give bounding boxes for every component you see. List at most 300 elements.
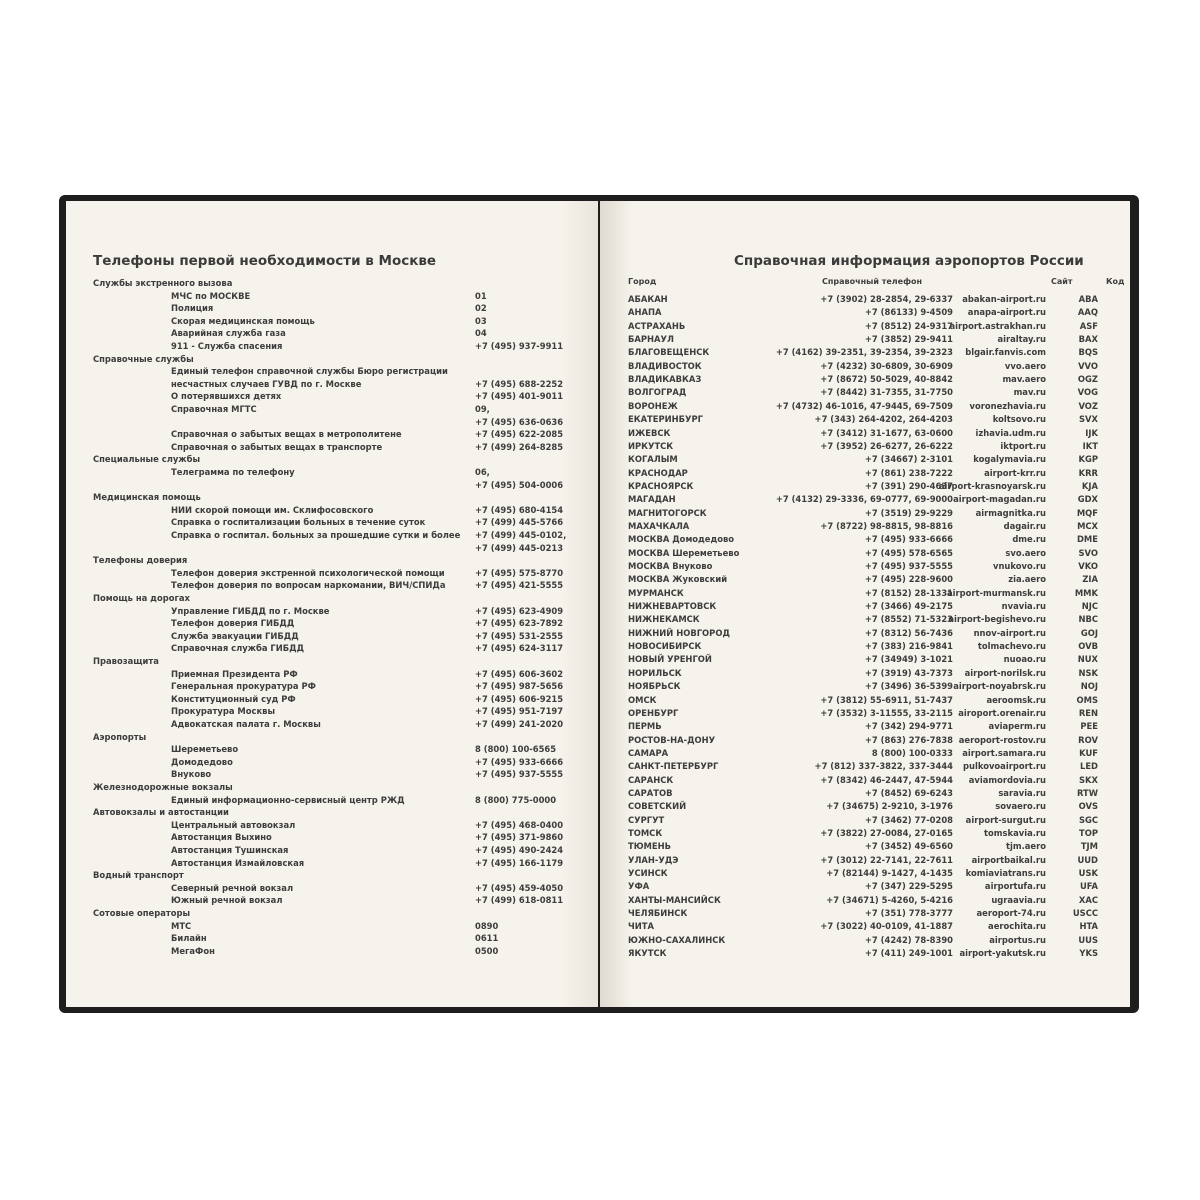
- header-code: Код: [1106, 277, 1125, 286]
- airport-row: [628, 707, 1098, 720]
- phone-entry: [93, 504, 573, 517]
- phone-entry: [93, 857, 573, 870]
- phone-entry-label: Единый информационно-сервисный центр РЖД: [171, 794, 405, 805]
- phone-entry-number: +7 (499) 241-2020: [475, 719, 564, 729]
- airport-row: [628, 667, 1098, 680]
- phone-entry: [93, 403, 573, 416]
- phone-entry-number: +7 (495) 937-5555: [475, 769, 564, 780]
- phone-entry: [93, 630, 573, 643]
- airport-city: БАРНАУЛ: [628, 334, 674, 345]
- airport-row: [628, 360, 1098, 373]
- right-page: [600, 201, 1130, 1007]
- phone-entry: [93, 567, 573, 580]
- airport-code: IJK: [1085, 427, 1098, 438]
- phone-entry: [93, 416, 573, 429]
- phone-entry-number: +7 (495) 624-3117: [475, 643, 564, 654]
- airport-city: КРАСНОДАР: [628, 467, 688, 478]
- airport-code: VKO: [1078, 561, 1098, 571]
- phone-entry-number: +7 (495) 401-9011: [475, 391, 564, 402]
- section-heading: [93, 781, 573, 794]
- airport-code: KGP: [1078, 454, 1098, 465]
- airport-site: blgair.fanvis.com: [965, 347, 1046, 358]
- airport-phone: +7 (8672) 50-5029, 40-8842: [820, 374, 953, 385]
- phone-entry-number: +7 (499) 618-0811: [475, 895, 564, 906]
- airport-site: pulkovoairport.ru: [963, 761, 1046, 772]
- airport-city: МОСКВА Шереметьево: [628, 547, 740, 558]
- airport-phone: +7 (495) 937-5555: [864, 561, 953, 571]
- airport-site: nnov-airport.ru: [973, 627, 1046, 638]
- airport-phone: +7 (351) 778-3777: [864, 908, 953, 919]
- airport-code: SVO: [1078, 547, 1098, 558]
- airport-site: sovaero.ru: [995, 801, 1046, 812]
- airport-city: УЛАН-УДЭ: [628, 854, 679, 865]
- phone-entry: [93, 894, 573, 907]
- airport-city: РОСТОВ-НА-ДОНУ: [628, 734, 716, 745]
- phone-entry-label: Внуково: [171, 769, 212, 780]
- airport-city: САРАТОВ: [628, 787, 673, 798]
- airport-row: [628, 827, 1098, 840]
- airport-site: airaltay.ru: [997, 334, 1046, 345]
- airport-city: ИРКУТСК: [628, 440, 674, 451]
- airport-city: КРАСНОЯРСК: [628, 480, 694, 491]
- phone-entry: [93, 932, 573, 945]
- phone-entry-label: Телеграмма по телефону: [171, 467, 295, 477]
- airport-site: nuoao.ru: [1003, 654, 1046, 665]
- phone-entry: [93, 920, 573, 933]
- airport-row: [628, 920, 1098, 933]
- phone-entry-number: +7 (495) 623-4909: [475, 605, 564, 616]
- airport-city: МОСКВА Внуково: [628, 561, 713, 571]
- airport-city: КОГАЛЫМ: [628, 454, 678, 465]
- section-heading-label: Водный транспорт: [93, 870, 184, 881]
- airport-site: vvo.aero: [1004, 360, 1046, 371]
- right-page-title: Справочная информация аэропортов России: [734, 253, 1084, 269]
- phone-entry-number: +7 (495) 371-9860: [475, 832, 564, 843]
- section-heading: [93, 655, 573, 668]
- airport-code: NBC: [1078, 614, 1098, 625]
- airport-site: dagair.ru: [1003, 520, 1046, 531]
- airport-site: voronezhavia.ru: [969, 400, 1046, 411]
- airport-city: САНКТ-ПЕТЕРБУРГ: [628, 761, 719, 772]
- airport-row: [628, 840, 1098, 853]
- airport-site: vnukovo.ru: [993, 561, 1046, 571]
- airport-code: YKS: [1079, 948, 1098, 959]
- airport-code: SGC: [1078, 814, 1098, 825]
- airport-city: СОВЕТСКИЙ: [628, 801, 687, 812]
- airport-site: aerochita.ru: [988, 921, 1046, 932]
- airport-city: ЮЖНО-САХАЛИНСК: [628, 934, 726, 945]
- airport-site: izhavia.udm.ru: [975, 427, 1046, 438]
- airport-city: ОРЕНБУРГ: [628, 707, 679, 718]
- airport-city: ОМСК: [628, 694, 657, 705]
- airport-code: KRR: [1078, 467, 1098, 478]
- phone-entry-label: Справка о госпитализации больных в течение суток: [171, 517, 426, 528]
- phone-entry: [93, 340, 573, 353]
- airport-phone: +7 (3452) 49-6560: [864, 841, 953, 852]
- airport-city: ЧИТА: [628, 921, 654, 932]
- airport-code: MMK: [1074, 587, 1098, 598]
- phone-entry: [93, 668, 573, 681]
- airport-phone: +7 (391) 290-4637: [864, 480, 953, 491]
- airport-row: [628, 547, 1098, 560]
- phone-entry: [93, 479, 573, 492]
- airport-row: [628, 907, 1098, 920]
- section-heading-label: Правозащита: [93, 656, 159, 666]
- airport-code: USCC: [1072, 908, 1098, 919]
- airport-phone: +7 (8452) 69-6243: [864, 787, 953, 798]
- phone-entry-label: МТС: [171, 920, 192, 931]
- airport-site: airport-krasnoyarsk.ru: [938, 480, 1046, 491]
- section-heading: [93, 592, 573, 605]
- section-heading: [93, 806, 573, 819]
- section-heading: [93, 731, 573, 744]
- phone-entry-label: Справочная о забытых вещах в метрополитене: [171, 429, 402, 440]
- airport-phone: +7 (34671) 5-4260, 5-4216: [826, 894, 953, 905]
- airport-city: АСТРАХАНЬ: [628, 320, 686, 331]
- airport-site: tomskavia.ru: [984, 828, 1046, 838]
- phone-entry-number: +7 (495) 575-8770: [475, 567, 564, 578]
- phone-entry-label: Северный речной вокзал: [171, 882, 294, 893]
- phone-entry: [93, 315, 573, 328]
- airport-site: aviaperm.ru: [988, 721, 1046, 732]
- section-heading-label: Железнодорожные вокзалы: [93, 782, 233, 792]
- phone-entry-label: Единый телефон справочной службы Бюро регистрации: [171, 366, 448, 377]
- airport-code: TOP: [1079, 828, 1098, 838]
- airport-city: АБАКАН: [628, 294, 668, 304]
- phone-entry: [93, 693, 573, 706]
- airport-site: airport-noyabrsk.ru: [953, 681, 1046, 692]
- airport-code: UUS: [1078, 934, 1098, 945]
- airport-city: НИЖНЕВАРТОВСК: [628, 601, 717, 612]
- airport-city: ЧЕЛЯБИНСК: [628, 908, 688, 919]
- section-heading-label: Службы экстренного вызова: [93, 278, 233, 288]
- phone-entry: [93, 378, 573, 391]
- airport-row: [628, 386, 1098, 399]
- phone-entry-number: +7 (499) 445-5766: [475, 517, 564, 528]
- airport-site: airport-norilsk.ru: [964, 667, 1046, 678]
- phone-entry-number: +7 (495) 504-0006: [475, 479, 564, 490]
- airport-code: VVO: [1078, 360, 1098, 371]
- phone-entry-label: Справочная служба ГИБДД: [171, 643, 305, 654]
- airport-city: УФА: [628, 881, 650, 892]
- header-phone: Справочный телефон: [822, 277, 923, 286]
- section-heading-label: Справочные службы: [93, 353, 194, 364]
- airport-row: [628, 774, 1098, 787]
- left-page: [66, 201, 598, 1007]
- airport-city: САМАРА: [628, 747, 669, 758]
- airport-phone: +7 (383) 216-9841: [864, 641, 953, 652]
- airport-city: ВЛАДИВОСТОК: [628, 360, 702, 371]
- phone-entry-label: Конституционный суд РФ: [171, 693, 296, 704]
- phone-entry-label: Центральный автовокзал: [171, 819, 296, 830]
- airport-phone: +7 (3822) 27-0084, 27-0165: [820, 828, 953, 838]
- airport-site: tjm.aero: [1006, 841, 1046, 852]
- airport-phone: +7 (343) 264-4202, 264-4203: [814, 414, 953, 425]
- phone-entry-label: Южный речной вокзал: [171, 895, 283, 906]
- airport-phone: +7 (3012) 22-7141, 22-7611: [820, 854, 953, 865]
- airport-row: [628, 480, 1098, 493]
- airport-site: svo.aero: [1005, 547, 1046, 558]
- airport-row: [628, 533, 1098, 546]
- phone-entry-number: +7 (495) 636-0636: [475, 416, 564, 427]
- phone-entry-label: Прокуратура Москвы: [171, 706, 276, 717]
- phone-entry-label: Автостанция Тушинская: [171, 845, 289, 855]
- phone-entry-label: Телефон доверия ГИБДД: [171, 618, 295, 629]
- airport-row: [628, 627, 1098, 640]
- phone-entry-number: +7 (495) 421-5555: [475, 580, 564, 591]
- airport-row: [628, 894, 1098, 907]
- phone-entry-number: +7 (495) 622-2085: [475, 429, 564, 440]
- phone-entry-number: 8 (800) 100-6565: [475, 744, 557, 755]
- airport-site: airportbaikal.ru: [971, 854, 1046, 865]
- airport-phone: +7 (3852) 29-9411: [864, 334, 953, 345]
- airport-phone: +7 (4162) 39-2351, 39-2354, 39-2323: [775, 347, 953, 358]
- section-heading: [93, 491, 573, 504]
- phone-entry: [93, 529, 573, 542]
- phone-entry-label: Служба эвакуации ГИБДД: [171, 630, 299, 641]
- airport-city: ИЖЕВСК: [628, 427, 671, 438]
- airport-row: [628, 573, 1098, 586]
- airport-phone: +7 (342) 294-9771: [864, 721, 953, 732]
- airport-city: МУРМАНСК: [628, 587, 684, 598]
- phone-entry-number: +7 (499) 445-0102,: [475, 530, 567, 540]
- airport-code: REN: [1078, 707, 1098, 718]
- airport-phone: +7 (8442) 31-7355, 31-7750: [820, 387, 953, 398]
- airport-code: TJM: [1080, 841, 1098, 852]
- airport-phone: +7 (3919) 43-7373: [864, 667, 953, 678]
- phone-entry-number: +7 (495) 490-2424: [475, 845, 564, 855]
- airport-city: МАГАДАН: [628, 494, 676, 505]
- airport-city: ВОЛГОГРАД: [628, 387, 687, 398]
- airport-code: NJC: [1081, 601, 1098, 612]
- airport-city: СУРГУТ: [628, 814, 665, 825]
- phone-entry: [93, 466, 573, 479]
- airport-city: ТЮМЕНЬ: [628, 841, 671, 852]
- airport-row: [628, 694, 1098, 707]
- airport-city: САРАНСК: [628, 774, 674, 785]
- airport-row: [628, 560, 1098, 573]
- section-heading-label: Медицинская помощь: [93, 492, 201, 503]
- airport-city: НИЖНИЙ НОВГОРОД: [628, 627, 730, 638]
- airport-phone: +7 (4132) 29-3336, 69-0777, 69-9000: [775, 494, 953, 505]
- airport-phone: +7 (3466) 49-2175: [864, 601, 953, 612]
- phone-entry-number: +7 (495) 933-6666: [475, 756, 564, 767]
- phone-entry-label: Телефон доверия экстренной психологической помощи: [171, 567, 445, 578]
- phone-entry-number: 8 (800) 775-0000: [475, 794, 557, 805]
- airport-code: ROV: [1078, 734, 1098, 745]
- airport-code: VOZ: [1078, 400, 1098, 411]
- airport-phone: +7 (34667) 2-3101: [864, 454, 953, 465]
- airport-row: [628, 600, 1098, 613]
- airport-site: airport.samara.ru: [962, 747, 1046, 758]
- airport-row: [628, 413, 1098, 426]
- airport-site: dme.ru: [1012, 534, 1046, 545]
- phone-entry: [93, 428, 573, 441]
- airport-site: aviamordovia.ru: [968, 774, 1046, 785]
- phone-entry-number: +7 (495) 680-4154: [475, 504, 564, 515]
- airport-phone: +7 (3462) 77-0208: [864, 814, 953, 825]
- airport-city: МОСКВА Жуковский: [628, 574, 728, 585]
- phone-entry-number: +7 (495) 459-4050: [475, 882, 564, 893]
- phone-entry-number: +7 (495) 987-5656: [475, 681, 564, 692]
- section-heading: [93, 869, 573, 882]
- header-city: Город: [628, 277, 657, 286]
- airport-site: saravia.ru: [998, 787, 1046, 798]
- phone-entry-label: Скорая медицинская помощь: [171, 315, 315, 326]
- airport-row: [628, 346, 1098, 359]
- airport-row: [628, 947, 1098, 960]
- phone-entry: [93, 768, 573, 781]
- airport-code: NOJ: [1080, 681, 1098, 692]
- airport-row: [628, 373, 1098, 386]
- airport-phone: +7 (82144) 9-1427, 4-1435: [826, 868, 953, 879]
- airport-phone: +7 (861) 238-7222: [864, 467, 953, 478]
- airport-row: [628, 293, 1098, 306]
- airport-site: aeroport-74.ru: [976, 908, 1046, 919]
- phone-entry: [93, 844, 573, 857]
- airport-city: НОЯБРЬСК: [628, 681, 681, 692]
- airport-row: [628, 427, 1098, 440]
- airport-row: [628, 520, 1098, 533]
- airport-phone: +7 (8152) 28-1331: [864, 587, 953, 598]
- phone-entry: [93, 579, 573, 592]
- airport-code: SVX: [1079, 414, 1098, 425]
- airport-city: ЕКАТЕРИНБУРГ: [628, 414, 703, 425]
- airport-city: ВОРОНЕЖ: [628, 400, 678, 411]
- airport-row: [628, 787, 1098, 800]
- airport-city: УСИНСК: [628, 868, 668, 879]
- phone-entry-number: 02: [475, 303, 487, 314]
- phone-entry: [93, 365, 573, 378]
- airport-phone: +7 (812) 337-3822, 337-3444: [814, 761, 953, 772]
- airports-table-header: [628, 277, 1125, 289]
- airport-phone: +7 (86133) 9-4509: [864, 307, 953, 318]
- phone-entry-label: НИИ скорой помощи им. Склифосовского: [171, 504, 374, 515]
- airport-code: NSK: [1078, 667, 1098, 678]
- section-heading: [93, 277, 573, 290]
- airport-code: BAX: [1078, 334, 1098, 345]
- airport-city: ТОМСК: [628, 828, 663, 838]
- airport-city: ХАНТЫ-МАНСИЙСК: [628, 894, 721, 905]
- airport-city: НОВОСИБИРСК: [628, 641, 702, 652]
- phone-entry-number: +7 (499) 264-8285: [475, 441, 564, 452]
- phone-entry-number: 04: [475, 328, 487, 339]
- airport-code: UFA: [1079, 881, 1098, 892]
- airport-phone: +7 (8312) 56-7436: [864, 627, 953, 638]
- airport-site: airoport.orenair.ru: [958, 707, 1046, 718]
- airport-code: BQS: [1078, 347, 1098, 358]
- phone-entry-number: 06,: [475, 467, 490, 477]
- airport-row: [628, 613, 1098, 626]
- phone-entry: [93, 390, 573, 403]
- airport-phone: +7 (8512) 24-9317: [864, 320, 953, 331]
- airport-row: [628, 467, 1098, 480]
- airport-phone: +7 (34675) 2-9210, 3-1976: [826, 801, 953, 812]
- phone-entry-label: Автостанция Измайловская: [171, 857, 305, 868]
- airport-site: mav.aero: [1002, 374, 1046, 385]
- airport-phone: +7 (8342) 46-2447, 47-5944: [820, 774, 953, 785]
- phone-entry: [93, 290, 573, 303]
- phone-entry-label: Телефон доверия по вопросам наркомании, ВИЧ/СПИДа: [171, 580, 446, 591]
- airport-phone: +7 (495) 228-9600: [864, 574, 953, 585]
- phone-entry-number: 01: [475, 290, 487, 301]
- phone-entry-label: МегаФон: [171, 945, 215, 956]
- airport-code: LED: [1079, 761, 1098, 772]
- phone-entry-number: +7 (495) 606-9215: [475, 693, 564, 704]
- airport-code: OMS: [1076, 694, 1098, 705]
- airport-code: DME: [1076, 534, 1098, 545]
- airport-phone: +7 (4242) 78-8390: [864, 934, 953, 945]
- phone-entry: [93, 542, 573, 555]
- airport-row: [628, 934, 1098, 947]
- airport-site: airmagnitka.ru: [975, 507, 1046, 518]
- airport-code: RTW: [1076, 787, 1098, 798]
- left-page-title: Телефоны первой необходимости в Москве: [93, 253, 437, 269]
- phone-entry: [93, 882, 573, 895]
- airport-code: NUX: [1077, 654, 1098, 665]
- phone-entry: [93, 819, 573, 832]
- airport-row: [628, 880, 1098, 893]
- airport-phone: +7 (3412) 31-1677, 63-0600: [820, 427, 953, 438]
- phone-entry-number: +7 (495) 951-7197: [475, 706, 564, 717]
- airport-city: АНАПА: [628, 307, 662, 318]
- airport-row: [628, 333, 1098, 346]
- airport-phone: +7 (3532) 3-11555, 33-2115: [820, 707, 953, 718]
- phone-entry: [93, 831, 573, 844]
- airport-phone: +7 (8722) 98-8815, 98-8816: [820, 520, 953, 531]
- airport-city: ПЕРМЬ: [628, 721, 662, 732]
- phone-entry: [93, 516, 573, 529]
- phone-entry-number: 0500: [475, 945, 499, 956]
- phone-entry-label: О потерявшихся детях: [171, 391, 282, 402]
- airport-row: [628, 306, 1098, 319]
- airport-code: UUD: [1077, 854, 1098, 865]
- airport-phone: +7 (3952) 26-6277, 26-6222: [820, 440, 953, 451]
- phone-entry-label: 911 - Служба спасения: [171, 341, 283, 351]
- airport-phone: +7 (411) 249-1001: [864, 948, 953, 959]
- section-heading-label: Аэропорты: [93, 731, 147, 742]
- airport-row: [628, 640, 1098, 653]
- airport-city: ЯКУТСК: [628, 948, 667, 959]
- airport-phone: +7 (4232) 30-6809, 30-6909: [820, 360, 953, 371]
- phone-entry-label: МЧС по МОСКВЕ: [171, 290, 251, 301]
- airport-code: VOG: [1077, 387, 1098, 398]
- airport-row: [628, 680, 1098, 693]
- airport-city: МАХАЧКАЛА: [628, 520, 690, 531]
- header-site: Сайт: [1051, 277, 1073, 286]
- airport-site: kogalymavia.ru: [973, 454, 1046, 465]
- airport-city: ВЛАДИКАВКАЗ: [628, 374, 702, 385]
- section-heading: [93, 353, 573, 366]
- airport-city: БЛАГОВЕЩЕНСК: [628, 347, 710, 358]
- phone-entry: [93, 743, 573, 756]
- airport-site: koltsovo.ru: [992, 414, 1046, 425]
- airport-phone: +7 (3902) 28-2854, 29-6337: [820, 294, 953, 304]
- airport-code: ZIA: [1082, 574, 1098, 585]
- airport-code: GDX: [1077, 494, 1098, 505]
- airport-city: НОВЫЙ УРЕНГОЙ: [628, 654, 712, 665]
- phone-entry: [93, 327, 573, 340]
- airport-row: [628, 507, 1098, 520]
- phone-entry-label: Билайн: [171, 933, 207, 944]
- airport-site: ugraavia.ru: [991, 894, 1046, 905]
- airport-row: [628, 493, 1098, 506]
- phone-entry: [93, 794, 573, 807]
- airport-phone: +7 (347) 229-5295: [864, 881, 953, 892]
- airport-code: OVB: [1078, 641, 1098, 652]
- airport-site: airport-murmansk.ru: [947, 587, 1046, 598]
- phone-entry-number: +7 (495) 937-9911: [475, 341, 564, 351]
